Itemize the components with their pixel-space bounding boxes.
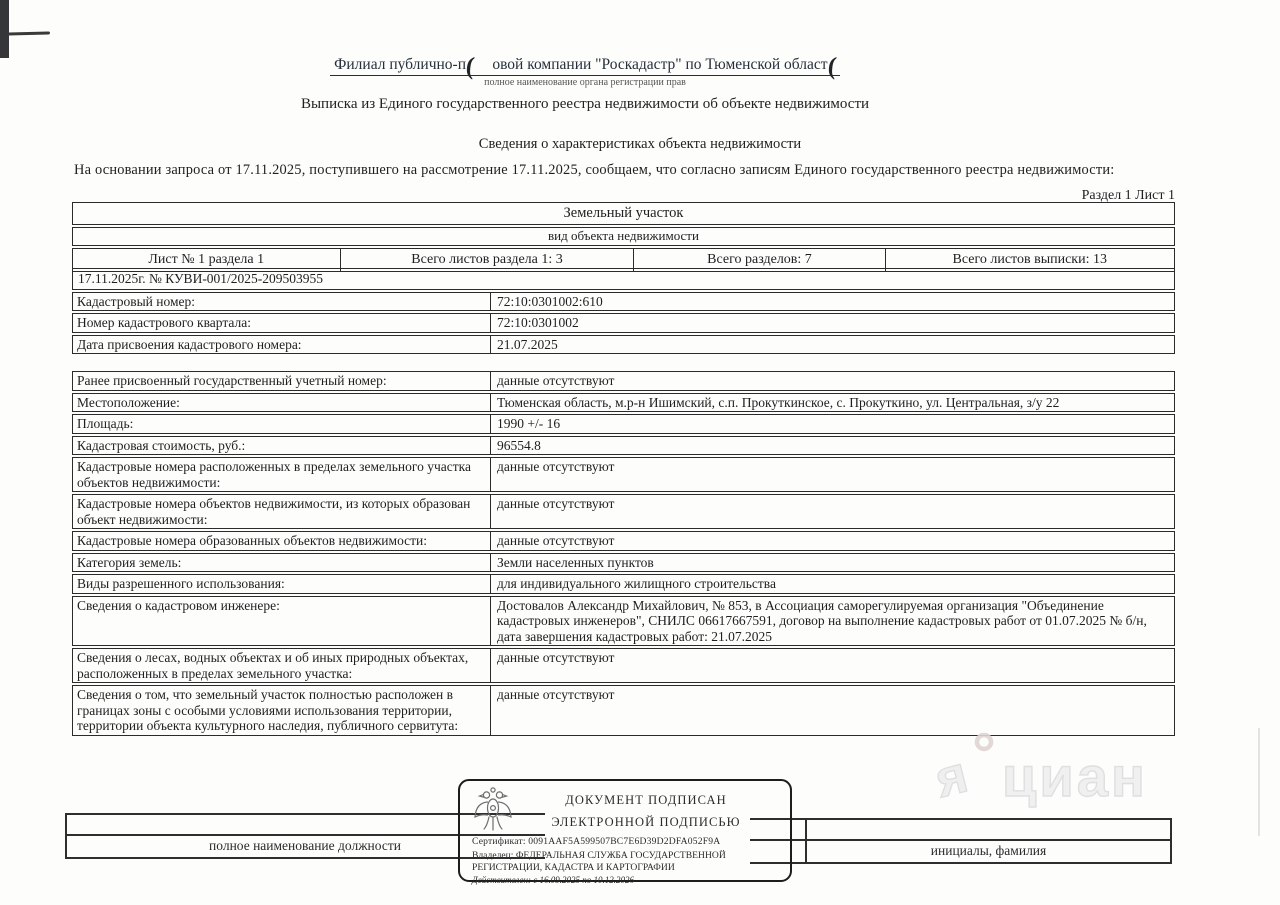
row-value: 1990 +/- 16 <box>497 416 561 432</box>
document-title: Выписка из Единого государственного реестра недвижимости об объекте недвижимости <box>300 96 870 112</box>
row-label: Ранее присвоенный государственный учетный номер: <box>73 372 491 390</box>
scan-ink-dash <box>7 31 50 35</box>
document-header <box>65 52 1105 113</box>
registration-org-line <box>330 52 840 81</box>
scan-ink-bar <box>0 0 9 58</box>
row-label: Кадастровый номер: <box>73 293 491 311</box>
intro-paragraph: На основании запроса от 17.11.2025, поступившего на рассмотрение 17.11.2025, сообщаем, что согласно записям Единого государственного реестра недвижимости: <box>74 162 1115 178</box>
section-title: Сведения о характеристиках объекта недвижимости <box>478 136 802 152</box>
cian-watermark-icon <box>926 720 1166 812</box>
electronic-signature-stamp <box>458 779 792 885</box>
cadastral-table <box>72 268 1175 356</box>
row-label: Дата присвоения кадастрового номера: <box>73 336 491 354</box>
org-caption: полное наименование органа регистрации прав <box>484 77 686 88</box>
cian-mark-letter: я <box>929 745 974 810</box>
sections-total-cell: Всего разделов: 7 <box>634 249 885 271</box>
position-name-label: полное наименование должности <box>209 838 401 853</box>
stamp-validity: Действителен: с 16.09.2025 по 10.12.2026 <box>472 875 634 885</box>
row-value: 72:10:0301002 <box>497 315 579 331</box>
table-row <box>72 596 1175 647</box>
request-number: 17.11.2025г. № КУВИ-001/2025-209503955 <box>78 271 324 286</box>
row-value: Земли населенных пунктов <box>497 554 654 570</box>
table-row <box>72 553 1175 573</box>
row-value: данные отсутствуют <box>497 533 615 549</box>
stamp-title-line2: ЭЛЕКТРОННОЙ ПОДПИСЬЮ <box>551 815 741 829</box>
row-value: 21.07.2025 <box>497 336 558 352</box>
object-type-caption-row <box>72 227 1175 246</box>
row-label: Сведения о том, что земельный участок полностью расположен в границах зоны с особыми условиями использования территории, территории объекта культурного наследия, публичного сервитута: <box>73 686 491 735</box>
extract-sheets-cell: Всего листов выписки: 13 <box>952 251 1107 267</box>
ink-mark-icon: ( <box>826 52 838 81</box>
row-value: для индивидуального жилищного строительства <box>497 576 776 592</box>
stamp-certificate: Сертификат: 0091AAF5A599507BC7E6D39D2DFA052F9A <box>472 836 721 847</box>
row-label: Кадастровые номера объектов недвижимости, из которых образован объект недвижимости: <box>73 495 491 528</box>
stamp-owner-line2: РЕГИСТРАЦИИ, КАДАСТРА И КАРТОГРАФИИ <box>472 862 675 873</box>
table-row <box>72 494 1175 529</box>
org-name-part2: овой компании "Роскадастр" по Тюменской област <box>492 56 828 73</box>
signature-line <box>750 862 1172 864</box>
stamp-header <box>472 785 778 832</box>
object-type-table <box>72 202 1175 274</box>
row-value: данные отсутствуют <box>497 373 615 388</box>
object-type: Земельный участок <box>563 205 684 221</box>
row-value: 72:10:0301002:610 <box>497 293 603 309</box>
cian-watermark <box>926 720 1166 817</box>
row-value: данные отсутствуют <box>497 496 615 512</box>
row-label: Кадастровые номера расположенных в пределах земельного участка объектов недвижимости: <box>73 458 491 491</box>
row-value: 96554.8 <box>497 437 541 453</box>
row-label: Сведения о лесах, водных объектах и об иных природных объектах, расположенных в пределах земельного участка: <box>73 649 491 682</box>
initials-surname-label: инициалы, фамилия <box>930 843 1047 858</box>
row-value: данные отсутствуют <box>497 459 615 475</box>
signature-line <box>750 818 1172 820</box>
row-label: Виды разрешенного использования: <box>73 575 491 593</box>
table-row <box>72 531 1175 551</box>
table-row <box>72 371 1175 391</box>
object-type-caption: вид объекта недвижимости <box>548 227 699 243</box>
row-value: данные отсутствуют <box>497 687 615 703</box>
row-label: Категория земель: <box>73 554 491 572</box>
section-sheet-label: Раздел 1 Лист 1 <box>1081 188 1175 203</box>
row-value: данные отсутствуют <box>497 650 615 666</box>
table-row <box>72 574 1175 594</box>
stamp-owner-line1: Владелец: ФЕДЕРАЛЬНАЯ СЛУЖБА ГОСУДАРСТВЕННОЙ <box>472 850 726 861</box>
request-number-row <box>72 268 1175 290</box>
table-row <box>72 393 1175 413</box>
scan-edge-line <box>1258 728 1260 836</box>
row-label: Номер кадастрового квартала: <box>73 314 491 332</box>
coat-of-arms-icon <box>472 786 514 832</box>
row-label: Местоположение: <box>73 394 491 412</box>
table-row <box>72 292 1175 312</box>
row-label: Кадастровые номера образованных объектов недвижимости: <box>73 532 491 550</box>
table-row <box>72 436 1175 456</box>
table-row <box>72 313 1175 333</box>
object-type-row <box>72 202 1175 225</box>
stamp-title-line1: ДОКУМЕНТ ПОДПИСАН <box>565 793 727 807</box>
sheet-number-cell: Лист № 1 раздела 1 <box>73 249 341 271</box>
table-row <box>72 335 1175 355</box>
row-value: Тюменская область, м.р-н Ишимский, с.п. Прокуткинское, с. Прокуткино, ул. Центральная, з/у 22 <box>497 394 1060 410</box>
row-label: Площадь: <box>73 415 491 433</box>
org-name-part1: Филиал публично-п <box>334 56 467 73</box>
signature-line <box>750 839 1172 841</box>
row-label: Кадастровая стоимость, руб.: <box>73 437 491 455</box>
table-row <box>72 414 1175 434</box>
table-row <box>72 457 1175 492</box>
details-table <box>72 371 1175 738</box>
row-value: Достовалов Александр Михайлович, № 853, в Ассоциация саморегулируемая организация "Объединение кадастровых инженеров", СНИЛС 06617667591, договор на выполнение кадастровых работ от 01.07.2025 № б/н, дата завершения кадастровых работ: 21.07.2025 <box>497 597 1147 644</box>
cian-pin-ring-icon <box>977 735 991 749</box>
cian-watermark-text: циан <box>1002 745 1148 808</box>
stamp-titles <box>514 785 778 830</box>
ink-mark-icon: ( <box>464 52 476 81</box>
row-label: Сведения о кадастровом инженере: <box>73 597 491 646</box>
section-sheets-cell: Всего листов раздела 1: 3 <box>341 249 635 271</box>
table-row <box>72 648 1175 683</box>
